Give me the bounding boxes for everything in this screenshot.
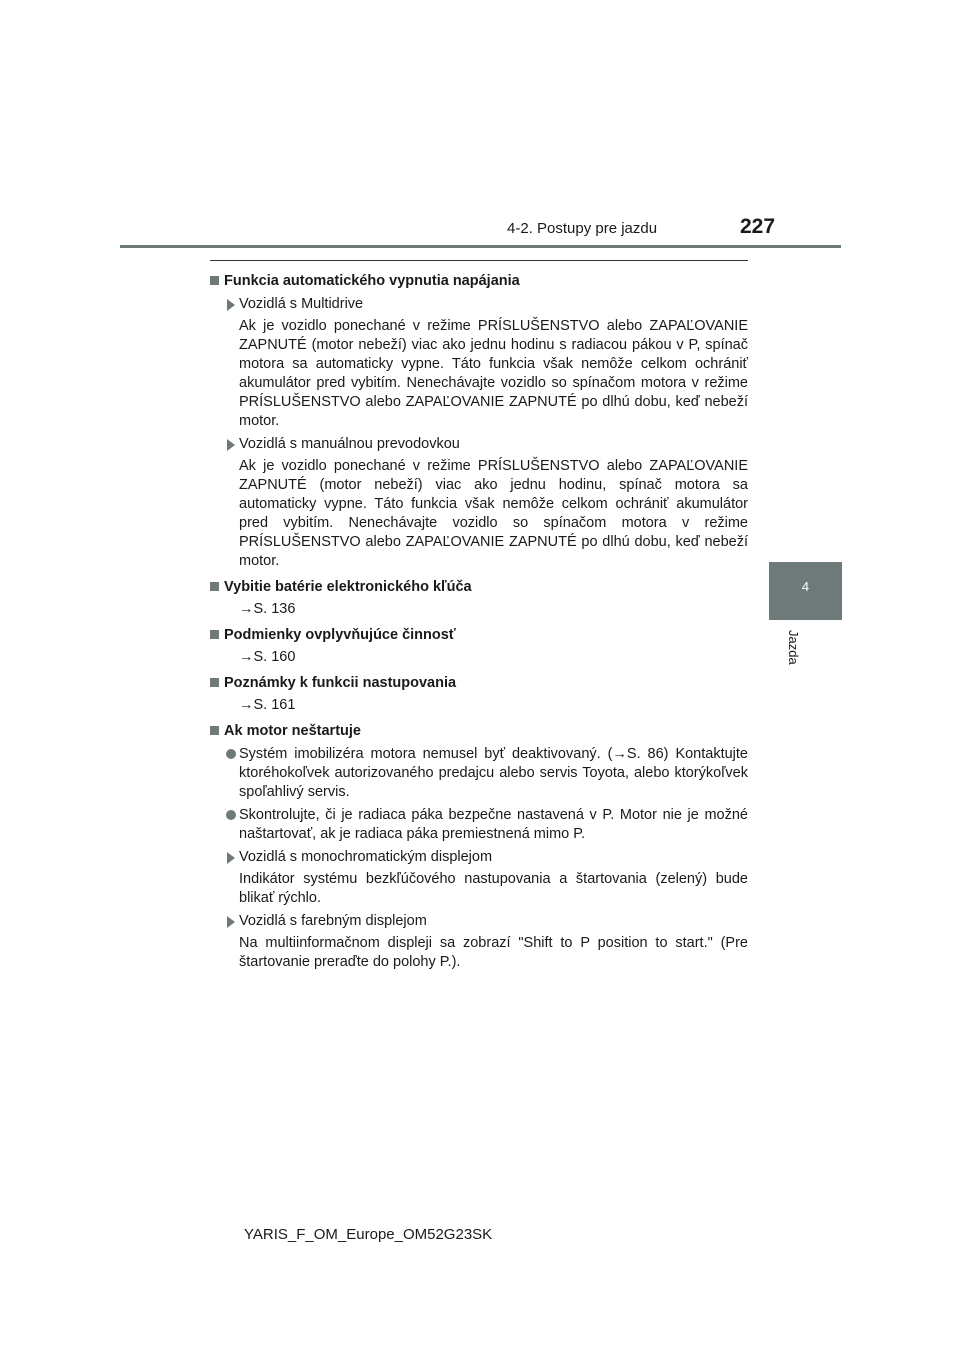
section-title: Funkcia automatického vypnutia napájania: [224, 273, 520, 289]
chapter-tab: [769, 562, 842, 620]
paragraph: Na multiinformačnom displeji sa zobrazí "Shift to P position to start." (Pre štartovanie preraďte do polohy P.).: [239, 935, 748, 970]
bullet-item: [210, 745, 748, 802]
section-title: Vybitie batérie elektronického kľúča: [224, 579, 472, 595]
triangle-bullet-icon: [227, 439, 235, 451]
header-rule: [120, 245, 841, 248]
main-content: [210, 265, 748, 975]
subheading-text: Vozidlá s Multidrive: [239, 296, 364, 312]
square-bullet-icon: [210, 726, 219, 735]
subheading-text: Vozidlá s farebným displejom: [239, 913, 427, 929]
bullet-text: Skontrolujte, či je radiaca páka bezpečne nastavená v P. Motor nie je možné naštartovať, ak je radiaca páka premiestnená mimo P.: [239, 807, 748, 842]
subheading: [210, 912, 748, 931]
paragraph: Indikátor systému bezkľúčového nastupovania a štartovania (zelený) bude blikať rýchlo.: [239, 871, 748, 906]
subheading: [210, 435, 748, 454]
circle-bullet-icon: [226, 749, 236, 759]
subheading-text: Vozidlá s manuálnou prevodovkou: [239, 436, 460, 452]
section-heading: [210, 722, 748, 741]
square-bullet-icon: [210, 630, 219, 639]
bullet-item: [210, 806, 748, 844]
subheading: [210, 295, 748, 314]
section-heading: [210, 674, 748, 693]
circle-bullet-icon: [226, 810, 236, 820]
section-title: Poznámky k funkcii nastupovania: [224, 675, 457, 691]
square-bullet-icon: [210, 276, 219, 285]
triangle-bullet-icon: [227, 916, 235, 928]
subheading: [210, 848, 748, 867]
chapter-tab-number: 4: [801, 579, 810, 594]
paragraph: Ak je vozidlo ponechané v režime PRÍSLUŠENSTVO alebo ZAPAĽOVANIE ZAPNUTÉ (motor nebeží) viac ako jednu hodinu s radiacou pákou v P, spínač motora sa automaticky vypne. Táto funkcia však nemôže celkom ochrániť akumulátor pred vybitím. Nenechávajte vozidlo so spínačom motora v režime PRÍSLUŠENSTVO alebo ZAPAĽOVANIE ZAPNUTÉ po dlhú dobu, keď nebeží motor.: [239, 318, 748, 429]
bullet-text: Systém imobilizéra motora nemusel byť deaktivovaný. (→S. 86) Kontaktujte ktoréhokoľvek autorizovaného predajcu alebo servis Toyota, alebo ktorýkoľvek spoľahlivý servis.: [239, 746, 748, 800]
paragraph: Ak je vozidlo ponechané v režime PRÍSLUŠENSTVO alebo ZAPAĽOVANIE ZAPNUTÉ (motor nebeží) viac ako jednu hodinu, spínač motora sa automaticky vypne. Táto funkcia však nemôže celkom ochrániť akumulátor pred vybitím. Nenechávajte vozidlo so spínačom motora v režime PRÍSLUŠENSTVO alebo ZAPAĽOVANIE ZAPNUTÉ po dlhú dobu, keď nebeží motor.: [239, 458, 748, 569]
triangle-bullet-icon: [227, 299, 235, 311]
section-heading: [210, 626, 748, 645]
header-section-title: 4-2. Postupy pre jazdu: [507, 220, 658, 237]
section-heading: [210, 272, 748, 291]
section-heading: [210, 578, 748, 597]
content-rule: [210, 260, 748, 261]
page-reference: →S. 136: [239, 601, 296, 617]
page-number: 227: [740, 215, 776, 238]
subheading-text: Vozidlá s monochromatickým displejom: [239, 849, 493, 865]
square-bullet-icon: [210, 582, 219, 591]
page-reference: →S. 161: [239, 697, 296, 713]
section-title: Ak motor neštartuje: [224, 723, 361, 739]
chapter-tab-label: Jazda: [786, 630, 801, 665]
triangle-bullet-icon: [227, 852, 235, 864]
footer-code: YARIS_F_OM_Europe_OM52G23SK: [244, 1226, 493, 1243]
section-title: Podmienky ovplyvňujúce činnosť: [224, 627, 456, 643]
square-bullet-icon: [210, 678, 219, 687]
page-reference: →S. 160: [239, 649, 296, 665]
